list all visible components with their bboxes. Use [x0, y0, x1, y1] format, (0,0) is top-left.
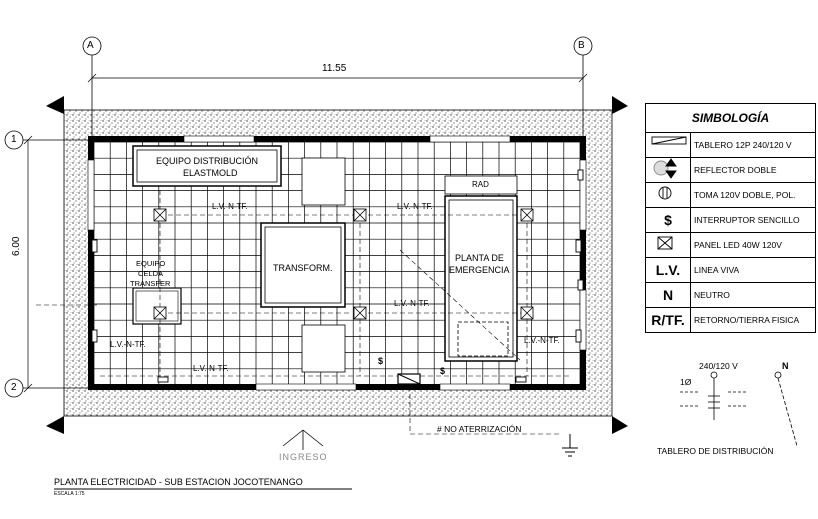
entrance-arrow [283, 430, 323, 450]
legend-row [646, 308, 816, 333]
corner-mark-tr [612, 96, 628, 114]
entrance-label: INGRESO [279, 452, 328, 462]
legend-label: NEUTRO [691, 283, 816, 308]
legend-row [646, 158, 816, 183]
legend-symbol: L.V. [646, 258, 691, 283]
circuit-label: L.V.-N-TF. [397, 202, 433, 211]
circuit-label: L.V.-N-TF. [394, 299, 430, 308]
planta-line1: PLANTA DE [455, 253, 504, 263]
legend-label: REFLECTOR DOBLE [691, 158, 816, 183]
legend-row [646, 258, 816, 283]
circuit-label: L.V.-N-TF. [212, 202, 248, 211]
axis-1-label: 1 [11, 134, 17, 145]
legend-row [646, 183, 816, 208]
equipo-distribucion-line1: EQUIPO DISTRIBUCIÓN [156, 156, 259, 166]
legend-label: RETORNO/TIERRA FISICA [691, 308, 816, 333]
switch-mark: $ [440, 366, 446, 376]
celda-line2: CELDA [138, 269, 164, 278]
legend-label: TABLERO 12P 240/120 V [691, 133, 816, 158]
corner-mark-br [612, 416, 628, 434]
rad-label: RAD [472, 180, 489, 189]
legend-symbol: $ [646, 208, 691, 233]
transform-label: TRANSFORM. [273, 263, 333, 273]
circuit-label: L.V.-N-TF. [193, 364, 229, 373]
legend-row [646, 283, 816, 308]
legend-table [645, 103, 816, 333]
legend-label: TOMA 120V DOBLE, POL. [691, 183, 816, 208]
celda-line3: TRANSFER [130, 279, 171, 288]
ground-note: # NO ATERRIZACIÓN [437, 424, 522, 434]
circuit-label: L.V.-N-TF. [110, 340, 146, 349]
equipo-distribucion-line2: ELASTMOLD [183, 168, 238, 178]
corner-mark-tl [46, 96, 64, 114]
equipo-distribucion-box [133, 146, 281, 186]
drawing-title: PLANTA ELECTRICIDAD - SUB ESTACION JOCOTENANGO [54, 477, 303, 487]
tablero-phase: 1Ø [680, 377, 692, 387]
dim-width: 11.55 [322, 63, 347, 74]
legend-label: PANEL LED 40W 120V [691, 233, 816, 258]
legend-label: INTERRUPTOR SENCILLO [691, 208, 816, 233]
axis-a-label: A [87, 40, 94, 51]
axis-b-label: B [578, 40, 585, 51]
dim-height: 6.00 [11, 236, 22, 256]
ground-icon [562, 434, 578, 456]
tablero-voltage: 240/120 V [699, 361, 738, 371]
white-box-1 [302, 158, 345, 205]
tablero-neutral: N [782, 361, 789, 371]
tablero-detail [680, 372, 797, 446]
white-box-3 [458, 322, 508, 356]
tablero-caption: TABLERO DE DISTRIBUCIÓN [657, 446, 774, 456]
drawing-scale: ESCALA 1:75 [54, 491, 85, 497]
planta-line2: EMERGENCIA [449, 265, 510, 275]
celda-line1: EQUIPO [136, 259, 166, 268]
white-box-2 [302, 325, 345, 372]
legend-row [646, 133, 816, 158]
legend-symbol: R/TF. [646, 308, 691, 333]
corner-mark-bl [46, 416, 64, 434]
switch-mark: $ [378, 356, 384, 366]
circuit-label: L.V.-N-TF. [524, 336, 560, 345]
axis-2-label: 2 [11, 382, 17, 393]
legend-row [646, 208, 816, 233]
legend-title: SIMBOLOGÍA [646, 104, 816, 133]
legend-symbol: N [646, 283, 691, 308]
legend-row [646, 233, 816, 258]
legend-label: LINEA VIVA [691, 258, 816, 283]
